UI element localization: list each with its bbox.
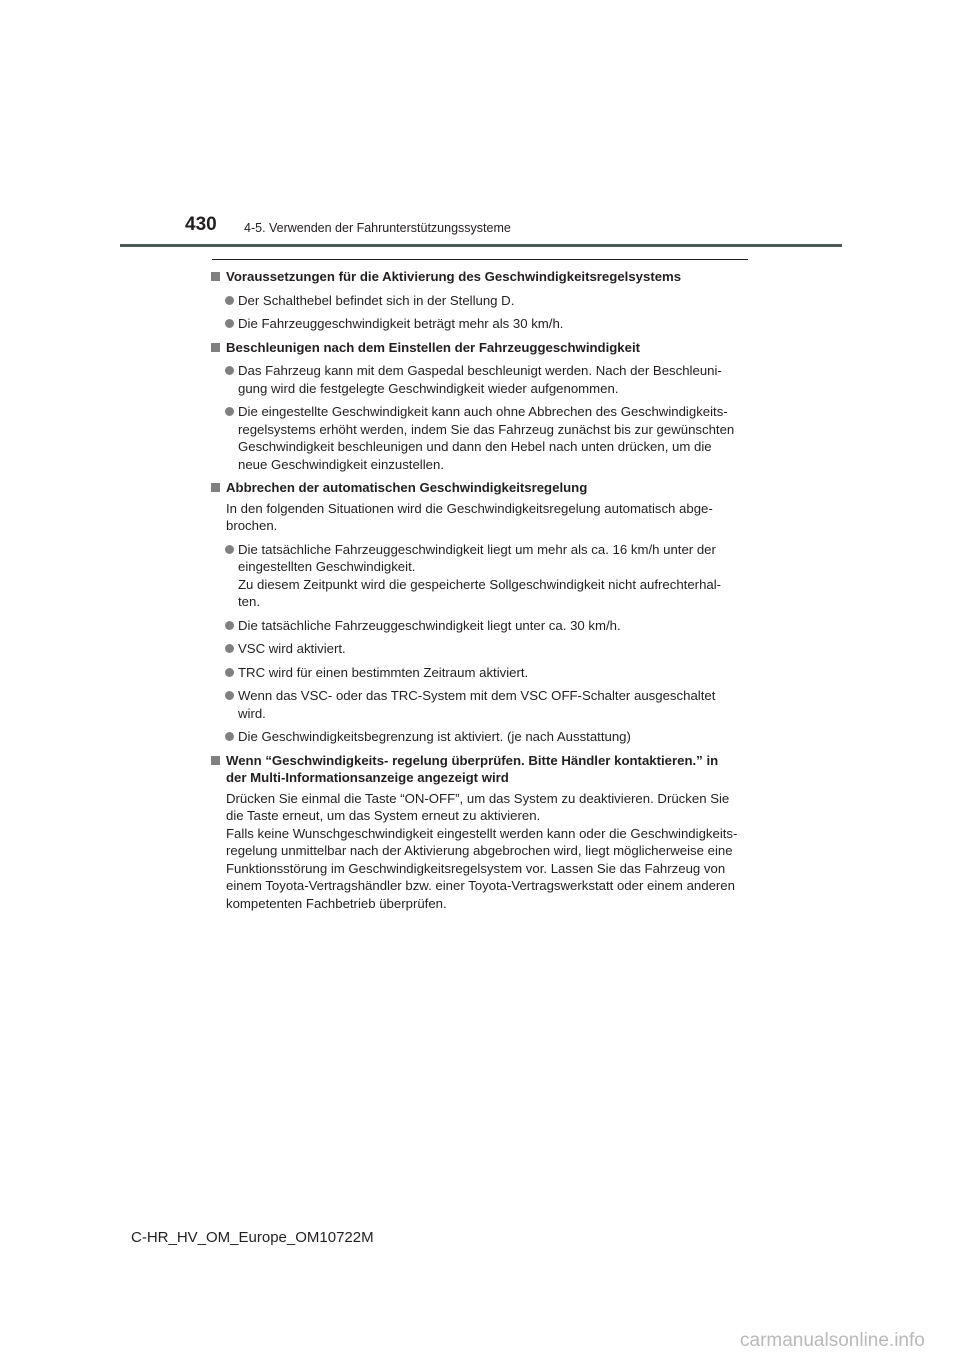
text-line: Die tatsächliche Fahrzeuggeschwindigkeit liegt unter ca. 30 km/h.: [238, 617, 621, 633]
square-bullet-icon: [211, 756, 220, 765]
text-line: Wenn “Geschwindigkeits- regelung überprüfen. Bitte Händler kontaktieren.” in: [226, 752, 719, 768]
text-line: Der Schalthebel befindet sich in der Stellung D.: [238, 292, 515, 308]
text-line: In den folgenden Situationen wird die Geschwindigkeitsregelung automatisch abge-: [226, 500, 713, 516]
bullet-item: [211, 541, 748, 611]
text-line: Geschwindigkeit beschleunigen und dann den Hebel nach unten drücken, um die: [238, 439, 712, 454]
text-line: Beschleunigen nach dem Einstellen der Fahrzeuggeschwindigkeit: [226, 339, 641, 355]
round-bullet-icon: [225, 296, 234, 305]
bullet-item: [211, 617, 748, 635]
bullet-item: [211, 728, 748, 746]
text-line: TRC wird für einen bestimmten Zeitraum aktiviert.: [238, 664, 529, 680]
text-line: einem Toyota-Vertragshändler bzw. einer Toyota-Vertragswerkstatt oder einem anderen: [226, 878, 735, 893]
text-line: Die tatsächliche Fahrzeuggeschwindigkeit liegt um mehr als ca. 16 km/h unter der: [238, 541, 716, 557]
text-line: Zu diesem Zeitpunkt wird die gespeicherte Sollgeschwindigkeit nicht aufrechterhal-: [238, 576, 722, 592]
text-line: wird.: [238, 705, 266, 721]
section-paragraph: [211, 790, 748, 913]
text-line: regelsystems erhöht werden, indem Sie das Fahrzeug zunächst bis zur gewünschten: [238, 421, 735, 437]
text-line: Funktionsstörung im Geschwindigkeitsregelsystem vor. Lassen Sie das Fahrzeug von: [226, 860, 726, 876]
text-line: VSC wird aktiviert.: [238, 641, 346, 656]
round-bullet-icon: [225, 668, 234, 677]
section-intro: [211, 500, 748, 535]
text-line: ten.: [238, 594, 260, 609]
text-line: die Taste erneut, um das System erneut zu aktivieren.: [226, 808, 541, 823]
text-line: Die Geschwindigkeitsbegrenzung ist aktiviert. (je nach Ausstattung): [238, 729, 631, 744]
section-heading: [211, 268, 748, 286]
text-line: Die Fahrzeuggeschwindigkeit beträgt mehr als 30 km/h.: [238, 316, 564, 331]
text-line: regelung unmittelbar nach der Aktivierung abgebrochen wird, liegt möglicherweise eine: [226, 843, 733, 858]
text-line: Wenn das VSC- oder das TRC-System mit dem VSC OFF-Schalter ausgeschaltet: [238, 688, 716, 703]
bullet-item: [211, 362, 748, 397]
text-line: neue Geschwindigkeit einzustellen.: [238, 456, 444, 472]
text-line: Die eingestellte Geschwindigkeit kann auch ohne Abbrechen des Geschwindigkeits-: [238, 404, 728, 419]
page-number: 430: [185, 214, 217, 235]
square-bullet-icon: [211, 272, 220, 281]
bullet-item: [211, 687, 748, 722]
section-title: 4-5. Verwenden der Fahrunterstützungssysteme: [244, 221, 511, 235]
text-line: Falls keine Wunschgeschwindigkeit eingestellt werden kann oder die Geschwindigkeits-: [226, 825, 738, 841]
text-line: kompetenten Fachbetrieb überprüfen.: [226, 895, 447, 911]
text-line: Das Fahrzeug kann mit dem Gaspedal beschleunigt werden. Nach der Beschleuni-: [238, 363, 722, 378]
page-content: [211, 268, 748, 912]
document-code: C-HR_HV_OM_Europe_OM10722M: [131, 1229, 374, 1246]
bullet-item: [211, 640, 748, 658]
watermark: carmanualsonline.info: [740, 1330, 925, 1351]
section-heading: [211, 479, 748, 497]
bullet-item: [211, 403, 748, 473]
round-bullet-icon: [225, 732, 234, 741]
bullet-item: [211, 292, 748, 310]
bullet-item: [211, 315, 748, 333]
text-line: eingestellten Geschwindigkeit.: [238, 559, 416, 574]
text-line: gung wird die festgelegte Geschwindigkeit wieder aufgenommen.: [238, 380, 619, 396]
round-bullet-icon: [225, 545, 234, 554]
section-heading: [211, 752, 748, 787]
bullet-item: [211, 664, 748, 682]
text-line: Abbrechen der automatischen Geschwindigkeitsregelung: [226, 480, 588, 495]
round-bullet-icon: [225, 319, 234, 328]
header-rule: [120, 244, 842, 247]
text-line: Drücken Sie einmal die Taste “ON-OFF”, um das System zu deaktivieren. Drücken Sie: [226, 790, 730, 806]
text-line: brochen.: [226, 518, 278, 533]
square-bullet-icon: [211, 483, 220, 492]
round-bullet-icon: [225, 407, 234, 416]
round-bullet-icon: [225, 644, 234, 653]
square-bullet-icon: [211, 343, 220, 352]
round-bullet-icon: [225, 691, 234, 700]
text-line: der Multi-Informationsanzeige angezeigt wird: [226, 770, 509, 785]
round-bullet-icon: [225, 366, 234, 375]
content-rule: [212, 259, 748, 260]
text-line: Voraussetzungen für die Aktivierung des Geschwindigkeitsregelsystems: [226, 269, 682, 284]
section-heading: [211, 339, 748, 357]
round-bullet-icon: [225, 621, 234, 630]
